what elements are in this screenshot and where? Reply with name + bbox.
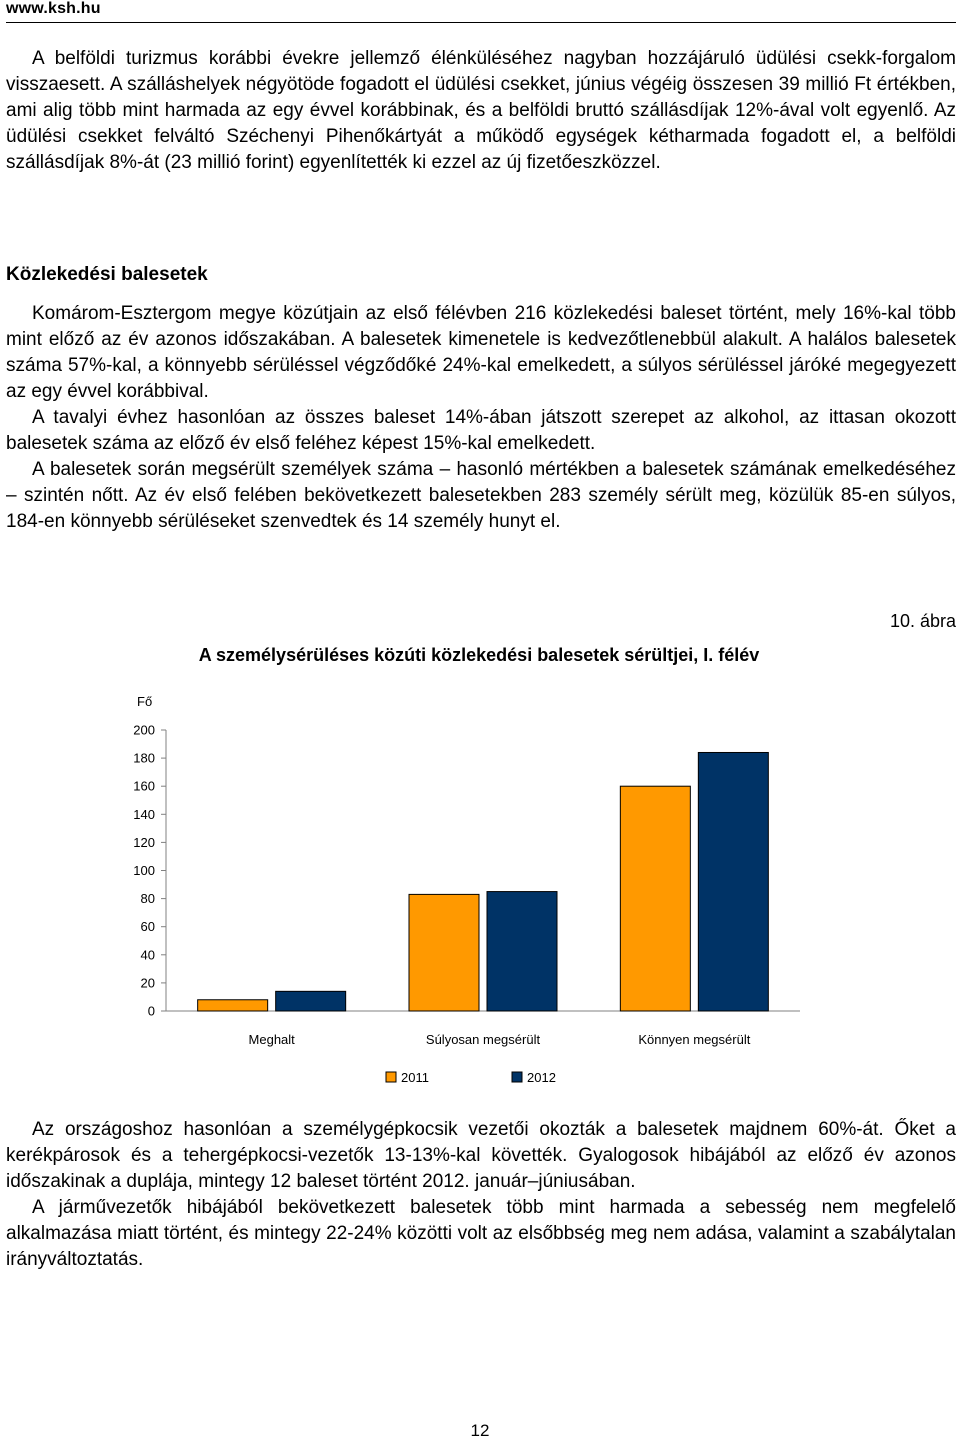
y-tick-label: 80 [140, 891, 155, 907]
page-number: 12 [470, 1421, 490, 1440]
bar-2012 [698, 752, 768, 1011]
x-category-label: Könnyen megsérült [638, 1032, 751, 1047]
y-tick-label: 40 [140, 947, 155, 963]
section-paragraph: Komárom-Esztergom megye közútjain az első félévben 216 közlekedési baleset történt, mely 16%-kal több mint előző az év azonos időszakában. A balesetek kimenetele is kedvezőtlenebbül alakult. A halálos balesetek száma 57%-kal, a könnyebb sérüléssel végződőké 24%-kal emelkedett, a súlyos sérüléssel járóké megegyezett az egy évvel korábbival. [6, 303, 956, 402]
bar-chart [0, 680, 960, 1100]
y-tick-label: 100 [133, 863, 155, 878]
intro-text [6, 46, 956, 176]
closing-paragraph: A járművezetők hibájából bekövetkezett balesetek több mint harmada a sebesség nem megfelelő alkalmazása miatt történt, és mintegy 22-24% közötti volt az elsőbbség meg nem adása, valamint a szabálytalan irányváltoztatás. [6, 1197, 956, 1270]
section-body [6, 301, 956, 535]
bar-2012 [487, 892, 557, 1011]
intro-paragraph: A belföldi turizmus korábbi évekre jellemző élénküléséhez nagyban hozzájáruló üdülési csekk-forgalom visszaesett. A szálláshelyek négyötöde fogadott el üdülési csekket, június végéig összesen 39 millió Ft értékben, ami alig több mint harmada az egy évvel korábbinak, és a belföldi bruttó szállásdíjak 12%-ával volt egyenlő. Az üdülési csekket felváltó Széchenyi Pihenőkártyát a működő egységek kétharmada fogadott el, a belföldi szállásdíjak 8%-át (23 millió forint) egyenlítették ki ezzel az új fizetőeszközzel. [6, 48, 956, 173]
chart-title [0, 645, 960, 666]
section-paragraph: A balesetek során megsérült személyek száma – hasonló mértékben a balesetek számának emelkedéséhez – szintén nőtt. Az év első felében bekövetkezett balesetekben 283 személy sérült meg, közülük 85-en súlyos, 184-en könnyebb sérüléseket szenvedtek és 14 személy hunyt el. [6, 459, 956, 532]
y-tick-label: 160 [133, 778, 155, 794]
y-axis-label: Fő [137, 694, 153, 709]
site-url[interactable]: www.ksh.hu [6, 0, 101, 17]
y-tick-label: 140 [133, 806, 155, 822]
legend-label: 2011 [401, 1070, 429, 1085]
y-tick-label: 20 [140, 975, 155, 991]
legend-swatch-2011 [386, 1072, 396, 1082]
y-tick-label: 200 [133, 722, 155, 738]
bar-2011 [409, 894, 479, 1011]
figure-number: 10. ábra [889, 611, 956, 631]
x-category-label: Meghalt [248, 1032, 295, 1047]
bar-2011 [198, 1000, 268, 1011]
y-tick-label: 0 [147, 1003, 155, 1019]
section-heading: Közlekedési balesetek [6, 264, 208, 285]
y-tick-label: 180 [133, 750, 155, 766]
header-divider [6, 22, 956, 23]
chart-title-text: A személysérüléses közúti közlekedési balesetek sérültjei, I. félév [198, 645, 760, 665]
bar-2012 [276, 991, 346, 1011]
section-paragraph: A tavalyi évhez hasonlóan az összes baleset 14%-ában játszott szerepet az alkohol, az ittasan okozott balesetek száma az előző év első feléhez képest 15%-kal emelkedett. [6, 407, 956, 454]
legend-swatch-2012 [512, 1072, 522, 1082]
closing-paragraph: Az országoshoz hasonlóan a személygépkocsik vezetői okozták a balesetek majdnem 60%-át. Őket a kerékpárosok és a tehergépkocsi-vezetők 13-13%-kal követték. Gyalogosok hibájából az előző év azonos időszakinak a duplája, mintegy 12 baleset történt 2012. január–júniusában. [6, 1119, 956, 1192]
closing-text [6, 1117, 956, 1273]
x-category-label: Súlyosan megsérült [425, 1032, 541, 1047]
bar-2011 [620, 786, 690, 1011]
legend-label: 2012 [527, 1070, 556, 1085]
y-tick-label: 120 [133, 834, 155, 850]
y-tick-label: 60 [140, 919, 155, 935]
